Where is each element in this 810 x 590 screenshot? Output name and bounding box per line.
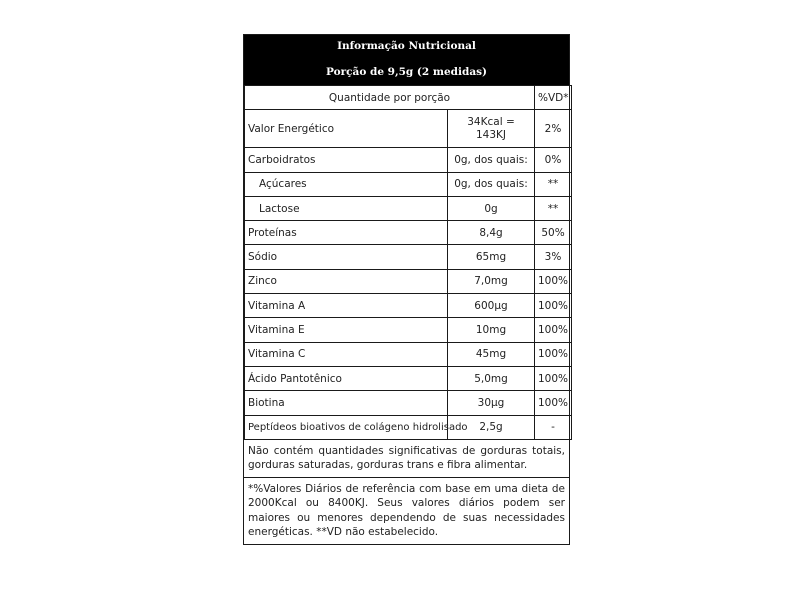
nutrient-amount: 45mg (448, 342, 535, 366)
nutrient-dv: 100% (535, 318, 572, 342)
nutrient-amount: 0g, dos quais: (448, 172, 535, 196)
table-row (245, 269, 572, 293)
nutrient-name: Peptídeos bioativos de colágeno hidrolisado (245, 415, 448, 439)
serving-size: Porção de 9,5g (2 medidas) (325, 66, 488, 78)
nutrient-amount: 7,0mg (448, 269, 535, 293)
table-row (245, 318, 572, 342)
nutrient-amount: 600µg (448, 294, 535, 318)
nutrient-amount: 30µg (448, 391, 535, 415)
table-row (245, 196, 572, 220)
nutrition-facts-table (243, 34, 570, 545)
table-title: Informação Nutricional (337, 40, 476, 52)
table-row (245, 366, 572, 390)
table-header (244, 35, 569, 85)
nutrient-dv: - (535, 415, 572, 439)
nutrient-dv: 2% (535, 110, 572, 148)
nutrient-dv: ** (535, 172, 572, 196)
nutrient-name: Vitamina A (245, 294, 448, 318)
nutrient-name: Valor Energético (245, 110, 448, 148)
not-significant-note: Não contém quantidades significativas de gorduras totais, gorduras saturadas, gorduras trans e fibra alimentar. (248, 444, 565, 472)
nutrient-name: Lactose (245, 196, 448, 220)
nutrient-dv: 100% (535, 294, 572, 318)
nutrient-dv: 3% (535, 245, 572, 269)
dv-footnote: *%Valores Diários de referência com base em uma dieta de 2000Kcal ou 8400KJ. Seus valores diários podem ser maiores ou menores dependendo de suas necessidades energéticas. **VD não estabelecido. (244, 477, 569, 544)
table-row (245, 148, 572, 172)
table-row (245, 221, 572, 245)
nutrient-dv: 50% (535, 221, 572, 245)
nutrient-amount: 5,0mg (448, 366, 535, 390)
nutrient-name: Vitamina C (245, 342, 448, 366)
nutrient-amount: 65mg (448, 245, 535, 269)
nutrient-amount: 0g (448, 196, 535, 220)
nutrient-name: Sódio (245, 245, 448, 269)
nutrient-amount: 0g, dos quais: (448, 148, 535, 172)
nutrient-dv: 0% (535, 148, 572, 172)
nutrient-name: Carboidratos (245, 148, 448, 172)
nutrient-dv: 100% (535, 366, 572, 390)
table-row (245, 391, 572, 415)
table-row (245, 110, 572, 148)
amount-per-serving-header: Quantidade por porção (245, 86, 535, 110)
nutrient-name: Vitamina E (245, 318, 448, 342)
nutrient-name: Açúcares (245, 172, 448, 196)
table-row (245, 415, 572, 439)
nutrient-dv: 100% (535, 342, 572, 366)
nutrient-name: Proteínas (245, 221, 448, 245)
table-row (245, 342, 572, 366)
nutrient-amount: 2,5g (448, 415, 535, 439)
nutrient-amount: 8,4g (448, 221, 535, 245)
nutrient-name: Ácido Pantotênico (245, 366, 448, 390)
nutrient-amount: 34Kcal = 143KJ (448, 110, 535, 148)
dv-header: %VD* (535, 86, 572, 110)
column-header-row (245, 86, 572, 110)
nutrient-name: Biotina (245, 391, 448, 415)
nutrient-dv: ** (535, 196, 572, 220)
nutrient-dv: 100% (535, 269, 572, 293)
nutrient-grid (244, 85, 572, 440)
table-row (245, 294, 572, 318)
nutrient-amount: 10mg (448, 318, 535, 342)
table-row (245, 172, 572, 196)
table-row (245, 245, 572, 269)
nutrient-name: Zinco (245, 269, 448, 293)
nutrient-dv: 100% (535, 391, 572, 415)
